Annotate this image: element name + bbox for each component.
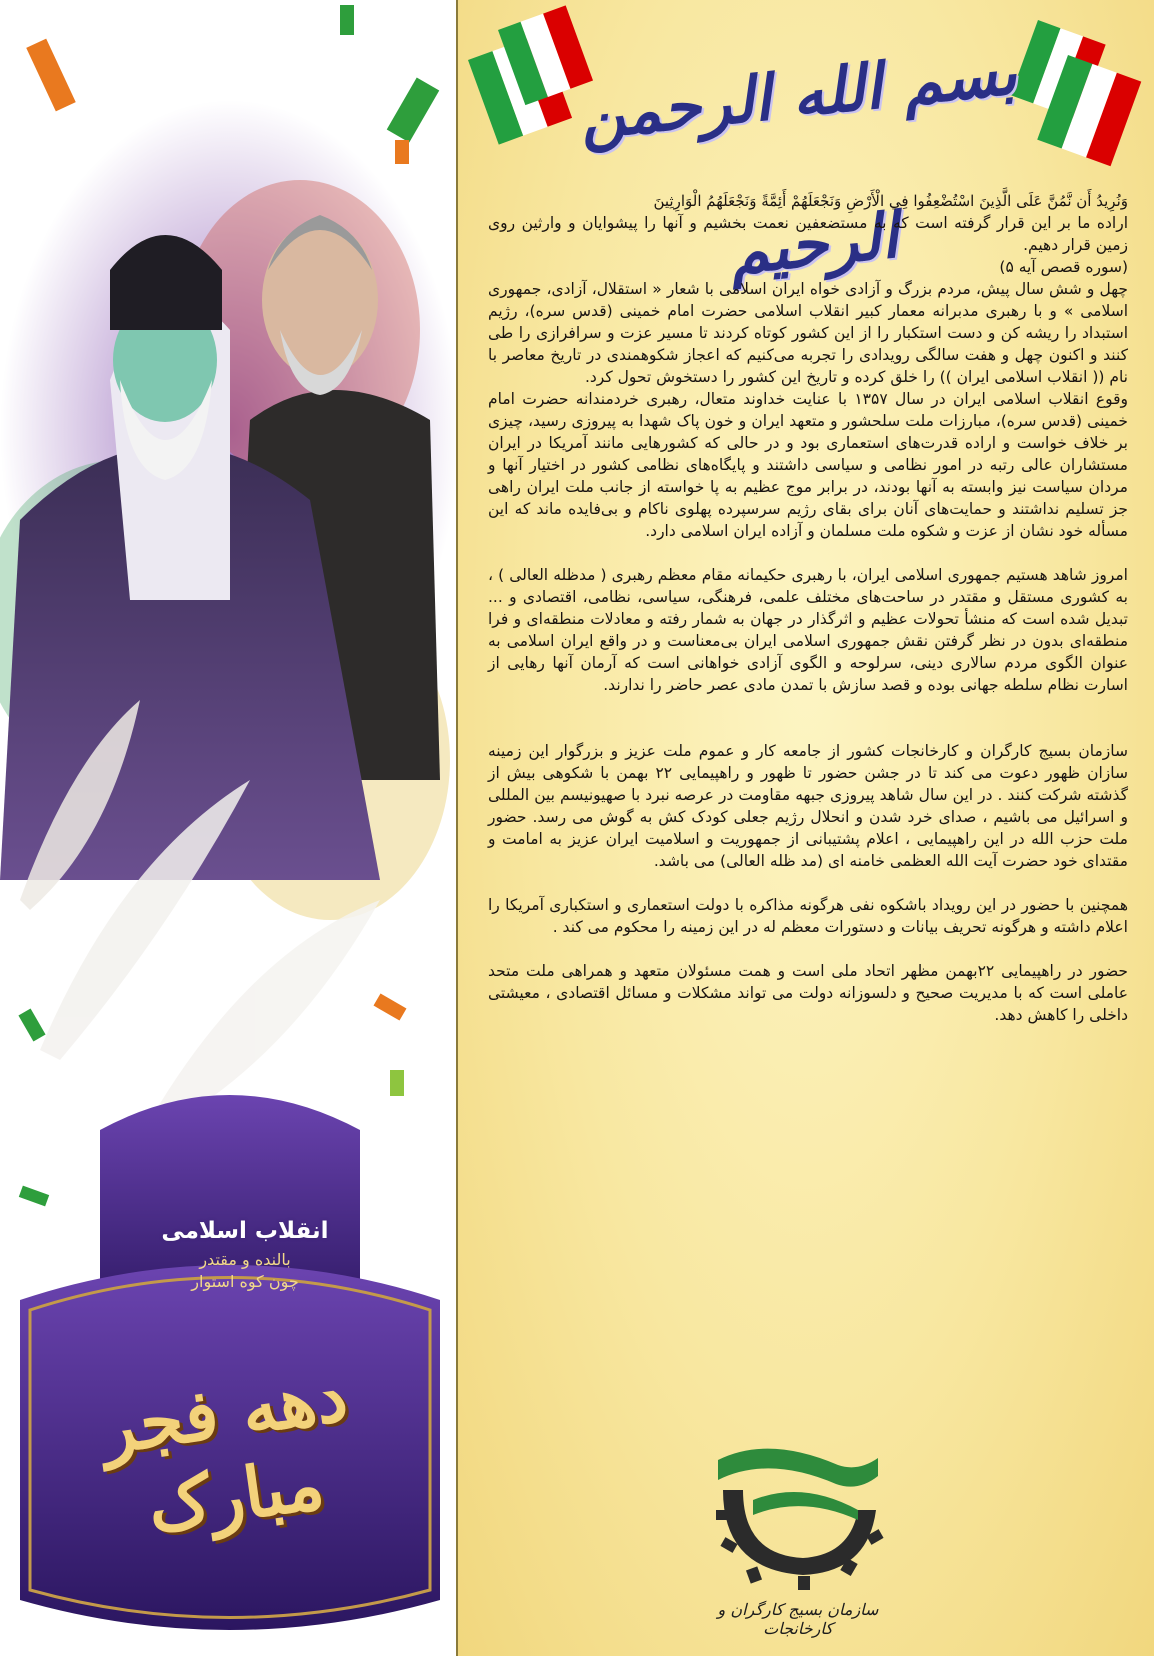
statement-text — [488, 190, 1128, 1026]
celebration-calligraphy: دهه فجر مبارک — [95, 1353, 353, 1549]
paragraph-3: امروز شاهد هستیم جمهوری اسلامی ایران، با رهبری حکیمانه مقام معظم رهبری ( مدظله العالی ) ، به کشوری مستقل و مقتدر در ساحت‌های مختلف علمی، فرهنگی، سیاسی، نظامی، اقتصادی و ... تبدیل شده است که منشأ تحولات عظیم و اثرگذار در جهان به شمار رفته و معادلات منطقه‌ای و فرا منطقه‌ای بدون در نظر گرفتن نقش جمهوری اسلامی ایران بی‌معناست و در واقع ایران اسلامی به عنوان الگوی مردم سالاری دینی، سرلوحه و الگوی آزادی خواهانی است که آرمان آنها رهایی از اسارت نظام سلطه جهانی بوده و قصد سازش با تمدن مادی عصر حاضر را ندارند. — [488, 566, 1128, 694]
verse-source: (سوره قصص آیه ۵) — [999, 258, 1128, 276]
basmala-calligraphy: بسم الله الرحمن الرحیم — [576, 35, 1020, 289]
paragraph-6: حضور در راهپیمایی ۲۲بهمن مظهر اتحاد ملی است و همت مسئولان متعهد و همراهی ملت متحد عاملی است که با مدیریت صحیح و دلسوزانه دولت می تواند مشکلات و مسائل اقتصادی ، معیشتی داخلی را کاهش دهد. — [488, 962, 1128, 1024]
slogan-line-2: چون کوه استوار — [191, 1272, 299, 1291]
paragraph-4: سازمان بسیج کارگران و کارخانجات کشور از جامعه کار و عموم ملت عزیز و بزرگوار این زمینه سازان ظهور دعوت می کند تا در جشن حضور تا ظهور و راهپیمایی ۲۲ بهمن با شکوهی بیش از گذشته شرکت کنند . در این سال شاهد پیروزی جبهه مقاومت در عرصه نبرد با صهیونیسم بین المللی و اسرائیل می باشیم ، صدای خرد شدن و انحلال رژیم جعلی کودک کش به گوش می رسد. حضور ملت حزب الله در این راهپیمایی ، اعلام پشتیبانی از جمهوریت و اسلامیت ایران عزیز به امامت و مقتدای خود حضرت آیت الله العظمی خامنه ای (مد ظله العالی) می باشد. — [488, 742, 1128, 870]
statement-panel — [458, 0, 1154, 1656]
paragraph-2: وقوع انقلاب اسلامی ایران در سال ۱۳۵۷ با عنایت خداوند متعال، رهبری خردمندانه حضرت امام خمینی (قدس سره)، مبارزات ملت سلحشور و متعهد ایران و خون پاک شهدا به پیروزی رسید، چیزی بر خلاف خواست و اراده قدرت‌های استعماری بود و در حالی که کشورهایی مانند آمریکا در ایران مستشاران عالی رتبه در امور نظامی و سیاسی داشتند و پایگاه‌های نظامی کشور در اختیار آنها و مردان سیاست نیز وابسته به آنها بودند، در برابر موج عظیم به پا خواسته از جانب ملت ایران راهی جز تسلیم نداشتند و حمایت‌های آنان برای بقای رژیم سرسپرده پهلوی ناکام و بی‌فایده ماند که این مسأله خود نشان از عزت و شکوه ملت مسلمان و آزاده ایران اسلامی دارد. — [488, 390, 1128, 540]
organization-logo-icon — [708, 1440, 888, 1590]
organization-name: سازمان بسیج کارگران و کارخانجات — [717, 1600, 879, 1638]
slogan-title: انقلاب اسلامی — [161, 1218, 329, 1244]
poster-panel — [0, 0, 458, 1656]
slogan-line-1: بالنده و مقتدر — [199, 1250, 291, 1269]
verse-translation: اراده ما بر این قرار گرفته است که به مستضعفین نعمت بخشیم و آنها را پیشوایان و وارثین روی زمین قرار دهیم. — [488, 214, 1128, 254]
paragraph-1: چهل و شش سال پیش، مردم بزرگ و آزادی خواه ایران اسلامی با شعار « استقلال، آزادی، جمهوری اسلامی » و با رهبری مدبرانه معمار کبیر انقلاب اسلامی حضرت امام خمینی (قدس سره)، رژیم استبداد را ریشه کن و دست استکبار را از این کشور کوتاه کردند تا مسیر عزت و سرافرازی را طی کنند و اکنون چهل و هفت سالگی رویدادی را تجربه می‌کنیم که اعجاز شکوهمندی در تاریخ معاصر با نام (( انقلاب اسلامی ایران )) را خلق کرده و تاریخ این کشور را دستخوش تحول کرد. — [488, 280, 1128, 386]
quran-verse: وَنُرِيدُ أَن نَّمُنَّ عَلَى الَّذِينَ اسْتُضْعِفُوا فِي الْأَرْضِ وَنَجْعَلَهُمْ أَئِمَّةً وَنَجْعَلَهُمُ الْوَارِثِينَ — [653, 192, 1128, 210]
paragraph-5: همچنین با حضور در این رویداد باشکوه نفی هرگونه مذاکره با دولت استعماری و استکباری آمریکا را اعلام داشته و هرگونه تحریف بیانات و دستورات معظم له در این زمینه را محکوم می کند . — [488, 896, 1128, 936]
